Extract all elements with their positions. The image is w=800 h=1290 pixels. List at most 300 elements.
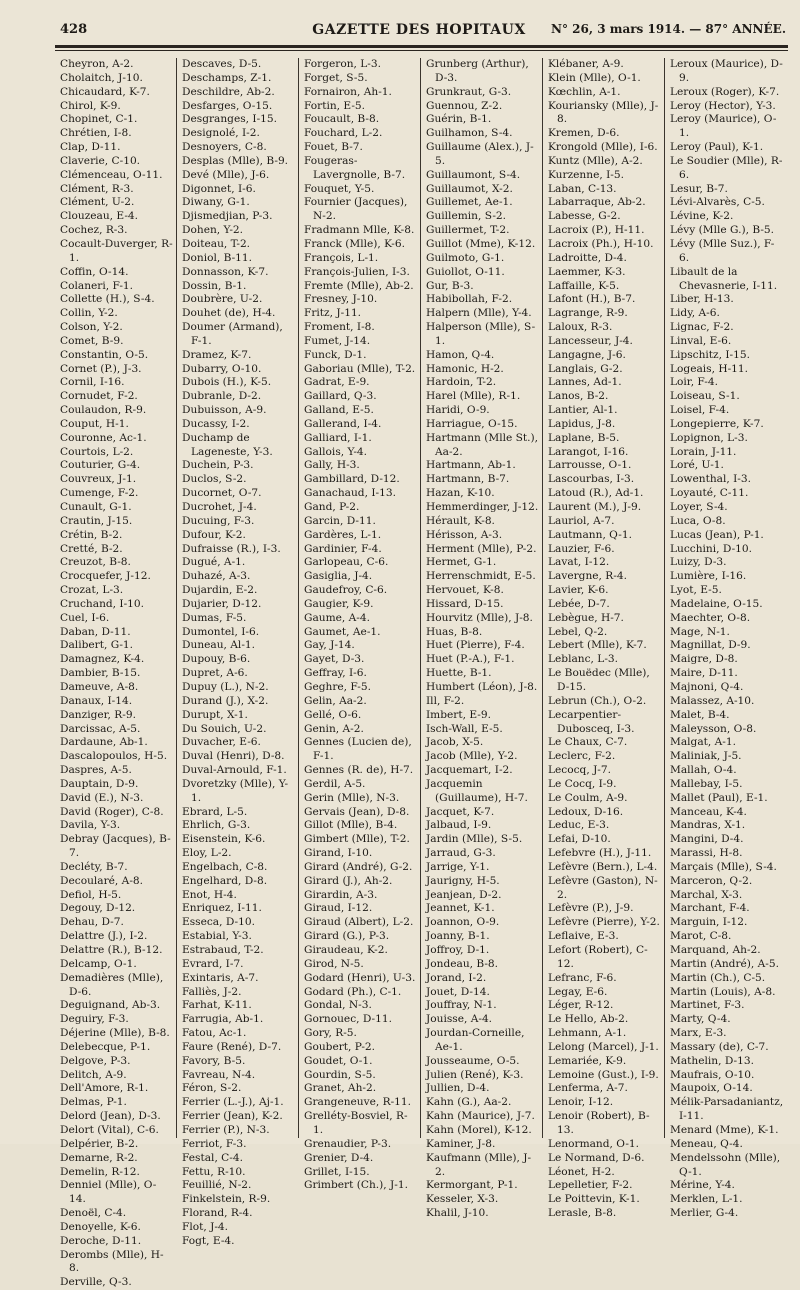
index-entry: Manceau, K-4. bbox=[670, 805, 747, 818]
index-entry: Lebègue, H-7. bbox=[548, 611, 624, 624]
index-entry: Fouquet, Y-5. bbox=[304, 182, 375, 195]
index-entry: Hérault, K-8. bbox=[426, 514, 495, 527]
index-entry: Douhet (de), H-4. bbox=[182, 307, 276, 320]
index-entry: Fortin, E-5. bbox=[304, 99, 366, 112]
index-entry: Lauriol, A-7. bbox=[548, 514, 615, 527]
index-entry: Lévy (Mlle G.), B-5. bbox=[670, 224, 775, 237]
index-entry: Laffaille, K-5. bbox=[548, 279, 620, 292]
index-entry: Lecarpentier-Dubosceq, I-3. bbox=[548, 708, 635, 735]
index-entry: Dumontel, I-6. bbox=[182, 625, 260, 638]
index-entry: Duchein, P-3. bbox=[182, 459, 254, 472]
index-entry: Lenoir, I-12. bbox=[548, 1096, 614, 1109]
index-entry: Lagrange, R-9. bbox=[548, 307, 628, 320]
index-entry: Colaneri, F-1. bbox=[60, 279, 134, 292]
index-entry: Harel (Mlle), R-1. bbox=[426, 390, 521, 403]
index-entry: Kesseler, X-3. bbox=[426, 1193, 499, 1206]
index-entry: Ducassy, I-2. bbox=[182, 417, 250, 430]
index-column-4 bbox=[421, 58, 543, 1220]
index-entry: Lancesseur, J-4. bbox=[548, 334, 633, 347]
index-entry: Laurent (M.), J-9. bbox=[548, 501, 642, 513]
index-entry: Delord (Jean), D-3. bbox=[60, 1110, 161, 1123]
index-entry: Mallebay, I-5. bbox=[670, 777, 743, 790]
index-entry: Ehrlich, G-3. bbox=[182, 819, 251, 832]
index-entry: Leblanc, L-3. bbox=[548, 653, 619, 666]
index-entry: Mangini, D-4. bbox=[670, 833, 744, 846]
index-entry: Gardinier, F-4. bbox=[304, 542, 382, 555]
index-entry: Fumet, J-14. bbox=[304, 334, 371, 347]
index-entry: Garlopeau, C-6. bbox=[304, 556, 389, 569]
index-column-5 bbox=[543, 58, 665, 1220]
index-entry: Jeanjean, D-2. bbox=[426, 888, 502, 901]
index-entry: Couvreux, J-1. bbox=[60, 473, 137, 486]
index-entry: Lévy (Mlle Suz.), F-6. bbox=[670, 237, 775, 264]
index-entry: Hartmann, Ab-1. bbox=[426, 459, 516, 472]
index-entry: Herment (Mlle), P-2. bbox=[426, 542, 537, 555]
index-entry: François-Julien, I-3. bbox=[304, 265, 410, 278]
index-entry: Ladroitte, D-4. bbox=[548, 251, 627, 264]
index-entry: Gambillard, D-12. bbox=[304, 473, 400, 486]
index-entry: Cholaitch, J-10. bbox=[60, 71, 143, 84]
index-entry: Collin, Y-2. bbox=[60, 307, 118, 320]
index-entry: David (Roger), C-8. bbox=[60, 805, 164, 818]
index-entry: Festal, C-4. bbox=[182, 1151, 243, 1164]
index-entry: Delmas, P-1. bbox=[60, 1096, 127, 1109]
index-entry: Labesse, G-2. bbox=[548, 210, 621, 223]
index-entry: Exintaris, A-7. bbox=[182, 971, 259, 984]
index-entry: Forget, S-5. bbox=[304, 71, 368, 84]
index-entry: Lascourbas, I-3. bbox=[548, 473, 635, 486]
index-entry: Foucault, B-8. bbox=[304, 113, 380, 126]
index-entry: Marot, C-8. bbox=[670, 930, 732, 943]
index-entry: Lipschitz, I-15. bbox=[670, 348, 750, 361]
index-entry: Dardaune, Ab-1. bbox=[60, 736, 148, 749]
index-column-1 bbox=[55, 58, 177, 1289]
index-entry: Hissard, D-15. bbox=[426, 597, 504, 610]
index-entry: Klein (Mlle), O-1. bbox=[548, 71, 641, 84]
index-entry: Madelaine, O-15. bbox=[670, 597, 763, 610]
index-entry: Girard (André), G-2. bbox=[304, 860, 413, 873]
index-entry: Lavier, K-6. bbox=[548, 584, 609, 597]
index-entry: Descaves, D-5. bbox=[182, 58, 262, 70]
index-entry: Godard (Ph.), C-1. bbox=[304, 985, 402, 998]
index-entry: Grenier, D-4. bbox=[304, 1151, 374, 1164]
index-entry: Guennou, Z-2. bbox=[426, 99, 503, 112]
index-entry: Meneau, Q-4. bbox=[670, 1137, 743, 1150]
index-entry: Grangeneuve, R-11. bbox=[304, 1096, 412, 1109]
index-entry: Lucchini, D-10. bbox=[670, 542, 752, 555]
header-rule-thin bbox=[55, 50, 788, 51]
index-entry: Lafont (H.), B-7. bbox=[548, 293, 636, 306]
index-entry: Demadières (Mlle), D-6. bbox=[60, 971, 164, 998]
index-entry: Gervais (Jean), D-8. bbox=[304, 805, 410, 818]
index-entry: Couronne, Ac-1. bbox=[60, 431, 147, 444]
index-entry: Kahn (Maurice), J-7. bbox=[426, 1110, 535, 1123]
index-entry: Hamonic, H-2. bbox=[426, 362, 504, 375]
index-entry: Marchant, F-4. bbox=[670, 902, 750, 915]
index-entry: Gally, H-3. bbox=[304, 459, 360, 472]
index-entry: Habibollah, F-2. bbox=[426, 293, 513, 306]
index-entry: Donnasson, K-7. bbox=[182, 265, 269, 278]
index-entry: Huette, B-1. bbox=[426, 667, 492, 680]
index-entry: Maupoix, O-14. bbox=[670, 1082, 753, 1095]
index-entry: Le Poittevin, K-1. bbox=[548, 1193, 640, 1206]
index-entry: Lignac, F-2. bbox=[670, 321, 734, 334]
index-entry: Jouffray, N-1. bbox=[426, 999, 497, 1012]
index-entry: Fritz, J-11. bbox=[304, 307, 362, 320]
index-entry: Creuzot, B-8. bbox=[60, 556, 131, 569]
index-entry: Longepierre, K-7. bbox=[670, 417, 764, 430]
index-entry: Crocquefer, J-12. bbox=[60, 570, 151, 583]
index-entry: Labarraque, Ab-2. bbox=[548, 196, 646, 209]
index-entry: Grillet, I-15. bbox=[304, 1165, 370, 1178]
index-entry: Crétin, B-2. bbox=[60, 528, 123, 541]
index-entry: Constantin, O-5. bbox=[60, 348, 149, 361]
index-entry: Dramez, K-7. bbox=[182, 348, 252, 361]
index-entry: Girod, N-5. bbox=[304, 957, 364, 970]
index-entry: Hourvitz (Mlle), J-8. bbox=[426, 611, 533, 624]
index-entry: Fettu, R-10. bbox=[182, 1165, 246, 1178]
index-entry: Falliès, J-2. bbox=[182, 985, 242, 998]
index-entry: Cornudet, F-2. bbox=[60, 390, 138, 403]
index-entry: Lanos, B-2. bbox=[548, 390, 609, 403]
index-entry: Gaillard, Q-3. bbox=[304, 390, 377, 403]
index-entry: Gasiglia, J-4. bbox=[304, 570, 373, 583]
index-entry: Kœchlin, A-1. bbox=[548, 85, 621, 98]
index-entry: Girand, I-10. bbox=[304, 847, 373, 860]
index-entry: Joannon, O-9. bbox=[426, 916, 500, 929]
index-entry: Jacquemart, I-2. bbox=[426, 764, 513, 777]
index-entry: Gornouec, D-11. bbox=[304, 1013, 392, 1026]
index-entry: Duhazé, A-3. bbox=[182, 570, 251, 583]
index-entry: Dupouy, B-6. bbox=[182, 653, 251, 666]
index-entry: Jacquemin (Guillaume), H-7. bbox=[426, 777, 528, 804]
index-entry: Fremte (Mlle), Ab-2. bbox=[304, 279, 414, 292]
index-entry: Guillot (Mme), K-12. bbox=[426, 237, 536, 250]
index-entry: Darcissac, A-5. bbox=[60, 722, 141, 735]
index-entry: Kaminer, J-8. bbox=[426, 1137, 496, 1150]
index-entry: Lavergne, R-4. bbox=[548, 570, 627, 583]
index-entry: Lefebvre (H.), J-11. bbox=[548, 847, 652, 860]
index-entry: Guilhamon, S-4. bbox=[426, 127, 513, 140]
index-entry: Duval (Henri), D-8. bbox=[182, 750, 285, 763]
index-columns bbox=[55, 58, 788, 1289]
index-entry: Krongold (Mlle), I-6. bbox=[548, 141, 658, 154]
index-entry: Guillermet, T-2. bbox=[426, 224, 510, 237]
index-entry: Déjerine (Mlle), B-8. bbox=[60, 1027, 170, 1040]
index-entry: Enot, H-4. bbox=[182, 888, 237, 901]
index-entry: Larangot, I-16. bbox=[548, 445, 629, 458]
index-entry: Dohen, Y-2. bbox=[182, 224, 244, 237]
index-entry: Hamon, Q-4. bbox=[426, 348, 495, 361]
index-entry: Laban, C-13. bbox=[548, 182, 617, 195]
index-entry: Mandras, X-1. bbox=[670, 819, 746, 832]
index-entry: Lannes, Ad-1. bbox=[548, 376, 622, 389]
index-entry: Martin (Louis), A-8. bbox=[670, 985, 776, 998]
index-entry: Malassez, A-10. bbox=[670, 694, 755, 707]
index-entry: Favreau, N-4. bbox=[182, 1068, 256, 1081]
index-entry: Finkelstein, R-9. bbox=[182, 1193, 271, 1206]
index-entry: Harriague, O-15. bbox=[426, 417, 518, 430]
index-entry: Estabial, Y-3. bbox=[182, 930, 252, 943]
index-entry: Desfarges, O-15. bbox=[182, 99, 273, 112]
index-entry: Huas, B-8. bbox=[426, 625, 483, 638]
index-entry: Engelhard, D-8. bbox=[182, 874, 268, 887]
index-entry: Marguin, I-12. bbox=[670, 916, 748, 929]
index-entry: Giraud, I-12. bbox=[304, 902, 373, 915]
index-entry: Funck, D-1. bbox=[304, 348, 367, 361]
index-entry: Galliard, I-1. bbox=[304, 431, 372, 444]
index-entry: Lapidus, J-8. bbox=[548, 417, 616, 430]
index-entry: Jacob (Mlle), Y-2. bbox=[426, 750, 518, 763]
index-entry: Maliniak, J-5. bbox=[670, 750, 742, 763]
index-column-6 bbox=[665, 58, 787, 1220]
index-entry: Hervouet, K-8. bbox=[426, 584, 504, 597]
index-entry: Lebert (Mlle), K-7. bbox=[548, 639, 647, 652]
index-entry: Jouet, D-14. bbox=[426, 985, 490, 998]
index-entry: Doiteau, T-2. bbox=[182, 237, 251, 250]
index-entry: Gillot (Mlle), B-4. bbox=[304, 819, 398, 832]
index-entry: Duclos, S-2. bbox=[182, 473, 247, 486]
index-entry: Durand (J.), X-2. bbox=[182, 694, 269, 707]
index-entry: Chrétien, I-8. bbox=[60, 127, 132, 140]
index-entry: Dujardin, E-2. bbox=[182, 584, 258, 597]
index-entry: Le Coulm, A-9. bbox=[548, 791, 628, 804]
index-entry: Danaux, I-14. bbox=[60, 694, 133, 707]
index-entry: Ferrier (P.), N-3. bbox=[182, 1123, 270, 1136]
index-entry: Marquand, Ah-2. bbox=[670, 944, 761, 956]
index-entry: Laloux, R-3. bbox=[548, 321, 613, 334]
index-entry: Lemoine (Gust.), I-9. bbox=[548, 1068, 659, 1081]
index-entry: Faure (René), D-7. bbox=[182, 1040, 282, 1053]
index-entry: Comet, B-9. bbox=[60, 334, 124, 347]
index-entry: Decoularé, A-8. bbox=[60, 874, 144, 887]
index-entry: Genin, A-2. bbox=[304, 722, 364, 735]
index-entry: Lowenthal, I-3. bbox=[670, 473, 751, 486]
index-entry: Fatou, Ac-1. bbox=[182, 1027, 247, 1040]
index-entry: Maire, D-11. bbox=[670, 667, 738, 680]
index-entry: Legay, E-6. bbox=[548, 985, 608, 998]
index-entry: Gimbert (Mlle), T-2. bbox=[304, 833, 410, 846]
index-entry: Giraud (Albert), L-2. bbox=[304, 916, 414, 929]
index-entry: Imbert, E-9. bbox=[426, 708, 491, 721]
index-entry: Marty, Q-4. bbox=[670, 1013, 731, 1026]
index-entry: Luca, O-8. bbox=[670, 514, 726, 527]
page-header bbox=[50, 18, 788, 40]
index-entry: Maufrais, O-10. bbox=[670, 1068, 755, 1081]
index-entry: Dambier, B-15. bbox=[60, 667, 141, 680]
index-entry: Clap, D-11. bbox=[60, 141, 121, 154]
index-entry: Dujarier, D-12. bbox=[182, 597, 262, 610]
index-entry: Leduc, E-3. bbox=[548, 819, 610, 832]
index-entry: Marceron, Q-2. bbox=[670, 874, 753, 887]
index-entry: Duneau, Al-1. bbox=[182, 639, 256, 652]
index-entry: Ducornet, O-7. bbox=[182, 487, 262, 500]
index-entry: Crozat, L-3. bbox=[60, 584, 124, 597]
index-entry: Khalil, J-10. bbox=[426, 1207, 489, 1220]
index-entry: Cunault, G-1. bbox=[60, 501, 132, 513]
index-entry: Decléty, B-7. bbox=[60, 860, 128, 873]
index-entry: Delcamp, O-1. bbox=[60, 957, 137, 970]
index-entry: Grunkraut, G-3. bbox=[426, 85, 512, 98]
index-entry: Ferrier (Jean), K-2. bbox=[182, 1110, 283, 1123]
index-entry: Lefort (Robert), C-12. bbox=[548, 944, 648, 970]
index-entry: Galland, E-5. bbox=[304, 404, 374, 417]
index-entry: Joffroy, D-1. bbox=[426, 944, 490, 956]
index-entry: Marchal, X-3. bbox=[670, 888, 743, 901]
index-entry: Dupuy (L.), N-2. bbox=[182, 680, 269, 693]
index-entry: Leroux (Maurice), D-9. bbox=[670, 58, 783, 84]
index-entry: Dubarry, O-10. bbox=[182, 362, 262, 375]
index-entry: Daspres, A-5. bbox=[60, 764, 132, 777]
index-entry: Chopinet, C-1. bbox=[60, 113, 138, 126]
index-entry: Maleysson, O-8. bbox=[670, 722, 757, 735]
index-entry: Maechter, O-8. bbox=[670, 611, 751, 624]
index-entry: Gallerand, I-4. bbox=[304, 417, 382, 430]
index-entry: Durupt, X-1. bbox=[182, 708, 248, 721]
index-entry: Girard (G.), P-3. bbox=[304, 930, 390, 943]
index-entry: Gur, B-3. bbox=[426, 279, 474, 292]
index-entry: Chirol, K-9. bbox=[60, 99, 121, 112]
index-entry: Jalbaud, I-9. bbox=[426, 819, 492, 832]
index-entry: Gaboriau (Mlle), T-2. bbox=[304, 362, 416, 375]
index-entry: Grenaudier, P-3. bbox=[304, 1137, 392, 1150]
index-entry: Esseca, D-10. bbox=[182, 916, 255, 929]
index-entry: Deschildre, Ab-2. bbox=[182, 85, 275, 98]
index-entry: Cornil, I-16. bbox=[60, 376, 125, 389]
index-entry: Jouisse, A-4. bbox=[426, 1013, 493, 1026]
index-entry: Dufour, K-2. bbox=[182, 528, 246, 541]
index-entry: Eisenstein, K-6. bbox=[182, 833, 266, 846]
index-entry: Gory, R-5. bbox=[304, 1027, 357, 1040]
index-entry: Hermet, G-1. bbox=[426, 556, 497, 569]
index-entry: Fresney, J-10. bbox=[304, 293, 378, 306]
index-entry: Delitch, A-9. bbox=[60, 1068, 127, 1081]
index-entry: Desnoyers, C-8. bbox=[182, 141, 267, 154]
index-entry: Gelin, Aa-2. bbox=[304, 694, 367, 707]
index-entry: Leroy (Paul), K-1. bbox=[670, 141, 764, 154]
index-entry: Deguiry, F-3. bbox=[60, 1013, 129, 1026]
index-entry: Mallah, O-4. bbox=[670, 764, 737, 777]
index-entry: Luizy, D-3. bbox=[670, 556, 727, 569]
index-entry: Mendelssohn (Mlle), Q-1. bbox=[670, 1151, 781, 1178]
index-entry: Lefranc, F-6. bbox=[548, 971, 617, 984]
index-entry: Djismedjian, P-3. bbox=[182, 210, 273, 223]
index-entry: Mélik-Parsadaniantz, I-11. bbox=[670, 1096, 784, 1123]
index-entry: Fouet, B-7. bbox=[304, 141, 363, 154]
index-entry: Gaugier, K-9. bbox=[304, 597, 374, 610]
index-entry: Grunberg (Arthur), D-3. bbox=[426, 58, 529, 84]
index-entry: Grimbert (Ch.), J-1. bbox=[304, 1179, 408, 1192]
index-entry: Evrard, I-7. bbox=[182, 957, 244, 970]
index-entry: Isch-Wall, E-5. bbox=[426, 722, 503, 735]
index-entry: Goubert, P-2. bbox=[304, 1040, 376, 1053]
index-entry: Fornairon, Ah-1. bbox=[304, 85, 392, 98]
index-entry: Claverie, C-10. bbox=[60, 154, 141, 167]
index-entry: Liber, H-13. bbox=[670, 293, 734, 306]
index-entry: Logeais, H-11. bbox=[670, 362, 749, 375]
index-entry: Langagne, J-6. bbox=[548, 348, 626, 361]
index-entry: Jacob, X-5. bbox=[426, 736, 484, 749]
index-entry: Leroy (Maurice), O-1. bbox=[670, 113, 777, 140]
index-entry: Léonet, H-2. bbox=[548, 1165, 615, 1178]
index-entry: Collette (H.), S-4. bbox=[60, 293, 155, 306]
index-entry: Le Hello, Ab-2. bbox=[548, 1013, 629, 1026]
index-entry: Dauptain, D-9. bbox=[60, 777, 139, 790]
index-entry: Gennes (Lucien de), F-1. bbox=[304, 736, 412, 763]
index-entry: Dufraisse (R.), I-3. bbox=[182, 542, 281, 555]
index-entry: Klébaner, A-9. bbox=[548, 58, 624, 70]
index-entry: Langlais, G-2. bbox=[548, 362, 623, 375]
index-entry: Gaumet, Ae-1. bbox=[304, 625, 381, 638]
index-entry: Debray (Jacques), B-7. bbox=[60, 833, 171, 860]
index-entry: Dubuisson, A-9. bbox=[182, 404, 267, 417]
index-entry: Jardin (Mlle), S-5. bbox=[426, 833, 523, 846]
index-entry: Fogt, E-4. bbox=[182, 1234, 235, 1247]
index-entry: Grelléty-Bosviel, R-1. bbox=[304, 1110, 408, 1136]
index-entry: Kuntz (Mlle), A-2. bbox=[548, 154, 643, 167]
index-entry: Hérisson, A-3. bbox=[426, 528, 503, 541]
index-entry: Loir, F-4. bbox=[670, 376, 718, 389]
index-entry: Fradmann Mlle, K-8. bbox=[304, 224, 415, 237]
index-entry: Le Bouëdec (Mlle), D-15. bbox=[548, 667, 650, 693]
index-entry: Dameuve, A-8. bbox=[60, 680, 139, 693]
index-entry: Joanny, B-1. bbox=[426, 930, 490, 943]
index-entry: Froment, I-8. bbox=[304, 321, 375, 334]
index-entry: Halperson (Mlle), S-1. bbox=[426, 321, 536, 347]
index-entry: David (E.), N-3. bbox=[60, 791, 144, 804]
index-entry: Doubrère, U-2. bbox=[182, 293, 263, 306]
index-entry: Lefèvre (P.), J-9. bbox=[548, 902, 634, 915]
index-entry: Gayet, D-3. bbox=[304, 653, 365, 666]
index-entry: Estrabaud, T-2. bbox=[182, 944, 264, 956]
index-entry: Dehau, D-7. bbox=[60, 916, 124, 929]
index-entry: Doumer (Armand), F-1. bbox=[182, 321, 283, 347]
index-entry: Doniol, B-11. bbox=[182, 251, 252, 264]
index-entry: Denoyelle, K-6. bbox=[60, 1220, 141, 1233]
page-number: 428 bbox=[60, 22, 88, 37]
index-entry: Demarne, R-2. bbox=[60, 1151, 138, 1164]
index-entry: Guillemin, S-2. bbox=[426, 210, 507, 223]
index-entry: Coulaudon, R-9. bbox=[60, 404, 147, 417]
index-entry: Ducuing, F-3. bbox=[182, 514, 255, 527]
index-entry: Martin (Ch.), C-5. bbox=[670, 971, 766, 984]
index-entry: Deschamps, Z-1. bbox=[182, 71, 272, 84]
index-entry: Gand, P-2. bbox=[304, 501, 360, 513]
index-entry: Lebel, Q-2. bbox=[548, 625, 608, 638]
index-entry: Digonnet, I-6. bbox=[182, 182, 256, 195]
index-entry: Fouchard, L-2. bbox=[304, 127, 383, 140]
index-entry: Gondal, N-3. bbox=[304, 999, 372, 1012]
header-rule-thick bbox=[55, 45, 788, 48]
index-entry: Ferrier (L.-J.), Aj-1. bbox=[182, 1096, 284, 1109]
index-entry: Dubois (H.), K-5. bbox=[182, 376, 272, 389]
index-entry: Merlier, G-4. bbox=[670, 1207, 739, 1220]
index-entry: Cuel, I-6. bbox=[60, 611, 110, 624]
index-entry: Halpern (Mlle), Y-4. bbox=[426, 307, 532, 320]
index-entry: Lidy, A-6. bbox=[670, 307, 720, 320]
index-entry: Deguignand, Ab-3. bbox=[60, 999, 161, 1012]
index-entry: Gaume, A-4. bbox=[304, 611, 370, 624]
index-entry: Lacroix (P.), H-11. bbox=[548, 224, 645, 237]
index-entry: Dalibert, G-1. bbox=[60, 639, 134, 652]
index-entry: Franck (Mlle), K-6. bbox=[304, 237, 405, 250]
index-entry: Hartmann (Mlle St.), Aa-2. bbox=[426, 431, 539, 458]
index-entry: Clément, R-3. bbox=[60, 182, 134, 195]
index-entry: Clémenceau, O-11. bbox=[60, 168, 163, 181]
index-entry: Jaurigny, H-5. bbox=[426, 874, 500, 887]
index-entry: Deroche, D-11. bbox=[60, 1234, 142, 1247]
index-entry: Lemariée, K-9. bbox=[548, 1054, 627, 1067]
